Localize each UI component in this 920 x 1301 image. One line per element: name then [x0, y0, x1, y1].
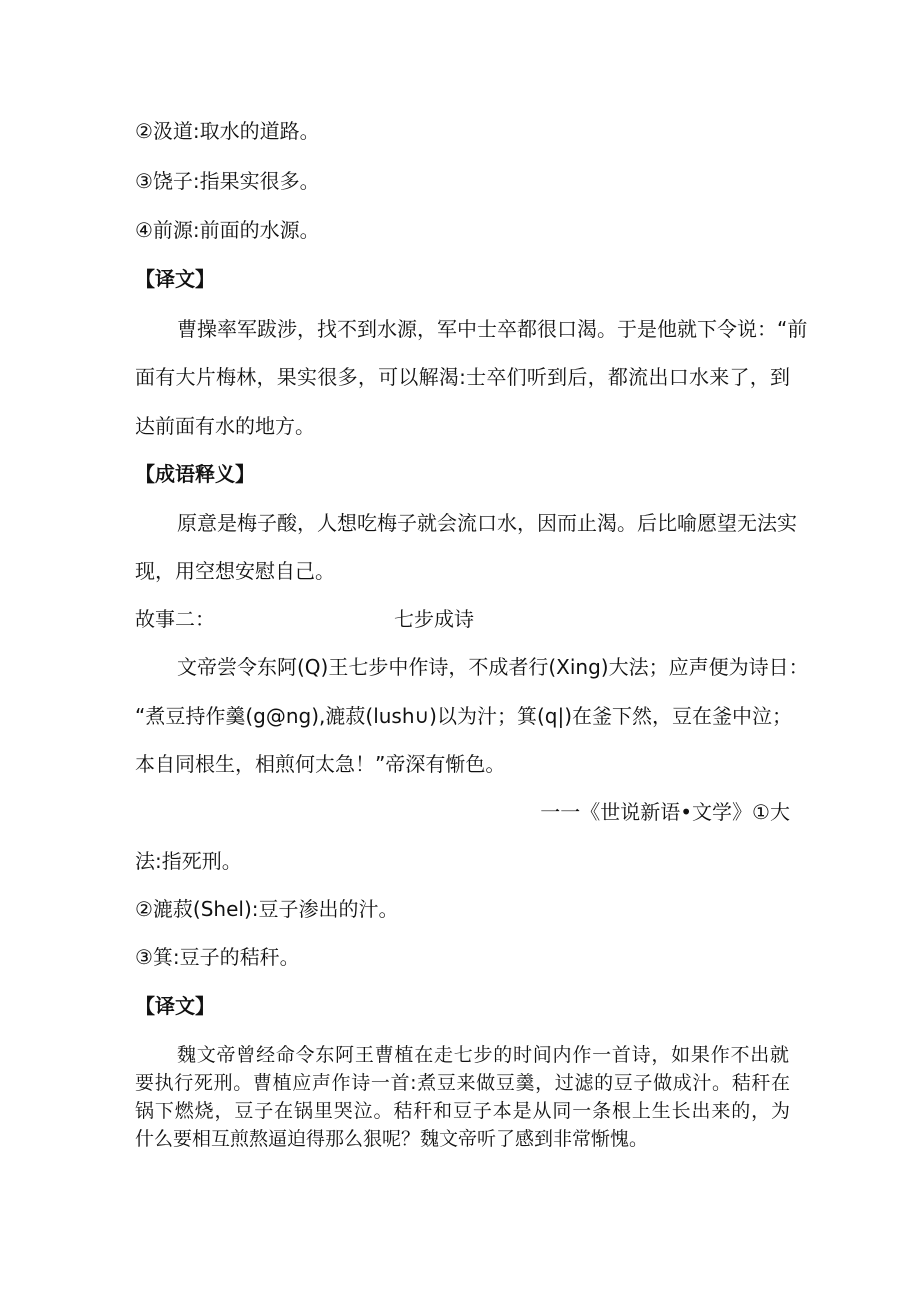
- story2-label: 故事二：: [135, 607, 215, 631]
- translation1-line-1: 曹操率军跋涉，找不到水源，军中士卒都很口渴。于是他就下令说：“前: [177, 317, 808, 341]
- note-2-jidao: ②汲道:取水的道路。: [135, 119, 320, 143]
- translation2-line-2: 要执行死刑。曹植应声作诗一首:煮豆来做豆羹，过滤的豆子做成汁。秸秆在: [135, 1072, 790, 1094]
- note-4-qianyuan: ④前源:前面的水源。: [135, 218, 320, 242]
- note-3-ji: ③箕:豆子的秸秆。: [135, 945, 300, 969]
- translation2-line-3: 锅下燃烧，豆子在锅里哭泣。秸秆和豆子本是从同一条根上生长出来的，为: [135, 1100, 790, 1122]
- story2-line-3: 本自同根生，相煎何太急！”帝深有惭色。: [135, 752, 506, 776]
- translation1-line-2: 面有大片梅林，果实很多，可以解渴:士卒们听到后，都流出口水来了，到: [135, 365, 790, 389]
- translation-heading-2: 【译文】: [135, 994, 215, 1018]
- translation2-line-4: 什么要相互煎熬逼迫得那么狠呢？魏文帝听了感到非常惭愧。: [135, 1128, 649, 1150]
- note-1-dafa: 法:指死刑。: [135, 849, 242, 873]
- source-citation: 一一《世说新语•文学》①大: [540, 800, 790, 824]
- idiom-line-1: 原意是梅子酸，人想吃梅子就会流口水，因而止渴。后比喻愿望无法实: [177, 511, 797, 535]
- translation2-line-1: 魏文帝曾经命令东阿王曹植在走七步的时间内作一首诗，如果作不出就: [177, 1044, 789, 1066]
- translation-heading-1: 【译文】: [135, 267, 215, 291]
- story2-line-2: “煮豆持作羹(g@ng),漉菽(lush∪)以为汁；箕(q|)在釜下然，豆在釜中泣；: [135, 704, 793, 728]
- idiom-line-2: 现，用空想安慰自己。: [135, 559, 335, 583]
- story2-line-1: 文帝尝令东阿(Q)王七步中作诗，不成者行(Xing)大法；应声便为诗日：: [177, 655, 809, 679]
- idiom-meaning-heading: 【成语释义】: [135, 462, 255, 486]
- note-3-raozi: ③饶子:指果实很多。: [135, 169, 320, 193]
- translation1-line-3: 达前面有水的地方。: [135, 414, 315, 438]
- note-2-lushu: ②漉菽(Shel):豆子渗出的汁。: [135, 897, 399, 921]
- story2-title: 七步成诗: [394, 607, 474, 631]
